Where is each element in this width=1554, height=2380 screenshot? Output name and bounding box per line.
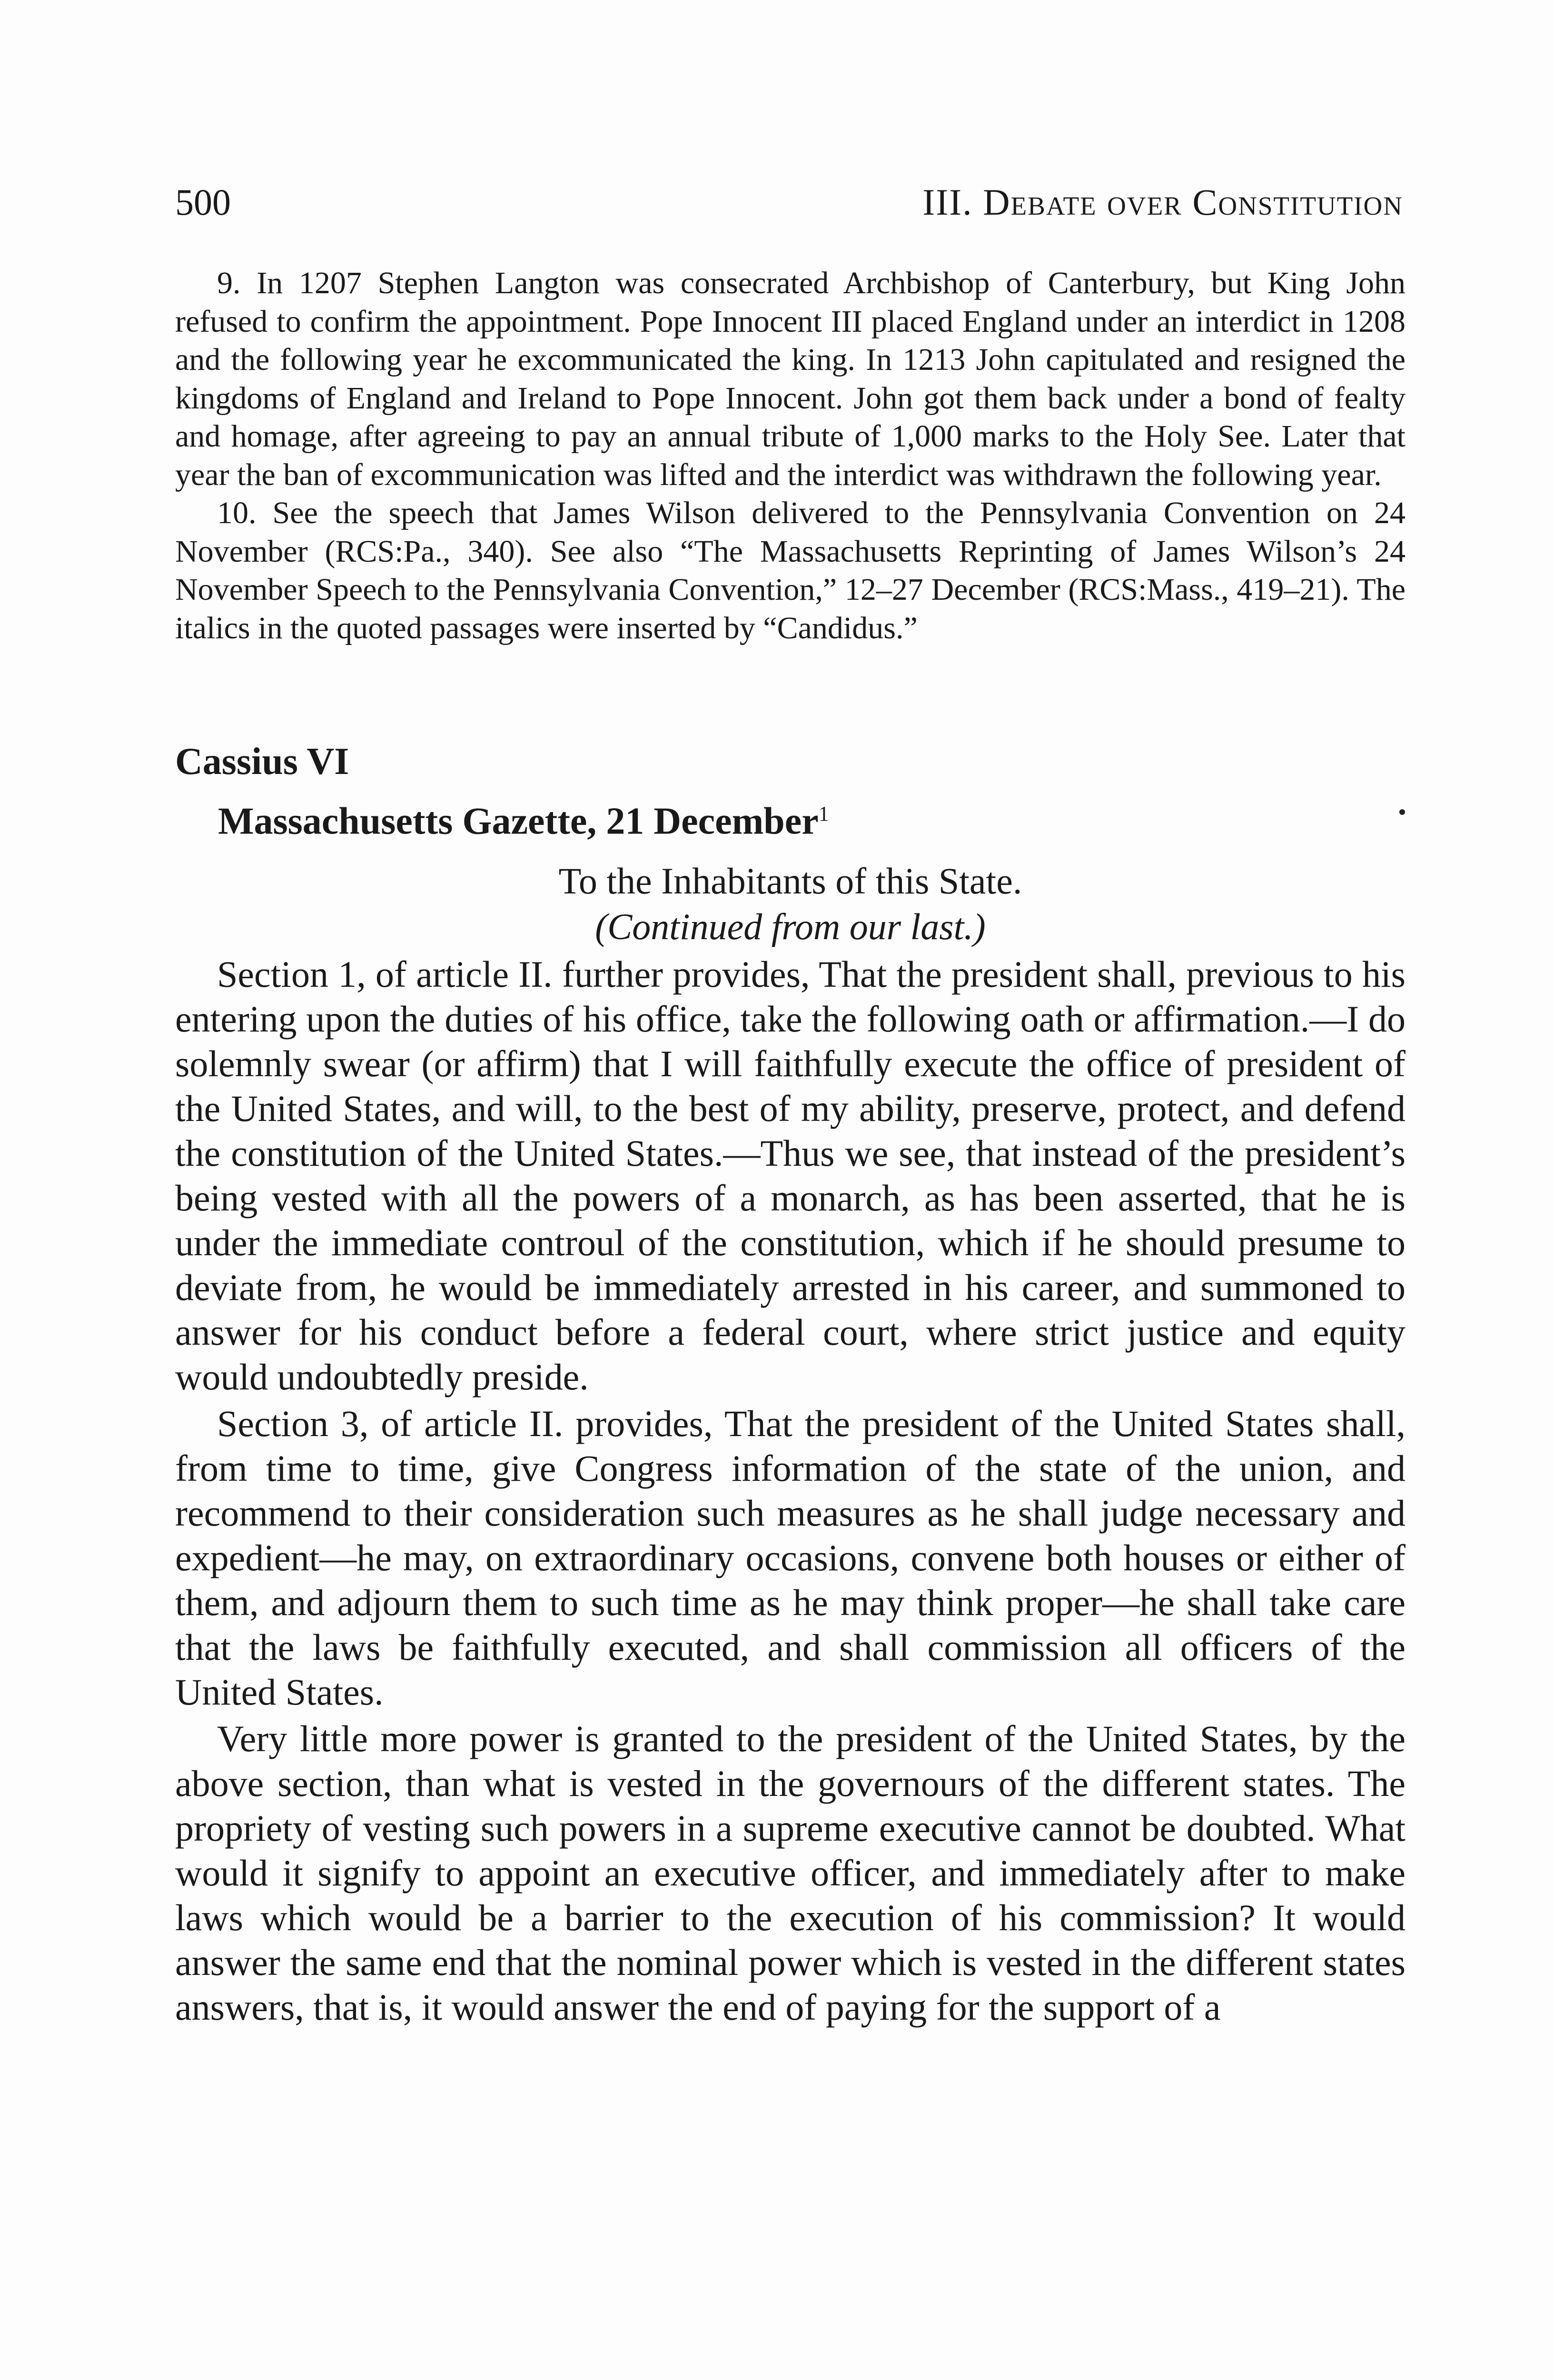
- page-number: 500: [175, 181, 231, 223]
- body-paragraph-3: Very little more power is granted to the president of the United States, by the above section, than what is vested in the governours of the different states. The propriety of vesting such powers in a supreme executive cannot be doubted. What would it signify to appoint an executive officer, and immediately after to make laws which would be a barrier to the execution of his commission? It would answer the same end that the nominal power which is vested in the different states answers, that is, it would answer the end of paying for the support of a: [175, 1718, 1406, 2028]
- continuation-note: (Continued from our last.): [595, 906, 986, 947]
- document-heading: [175, 735, 1406, 848]
- document-source-text: Massachusetts Gazette, 21 December: [218, 800, 819, 843]
- footnote-marker: 1: [818, 802, 829, 825]
- endnote-9: 9. In 1207 Stephen Langton was consecrated Archbishop of Canterbury, but King John refused to confirm the appointment. Pope Innocent III placed England under an interdict in 1208 and the following year he excommunicated the king. In 1213 John capitulated and resigned the kingdoms of England and Ireland to Pope Innocent. John got them back under a bond of fealty and homage, after agreeing to pay an annual tribute of 1,000 marks to the Holy See. Later that year the ban of excommunication was lifted and the interdict was withdrawn the following year.: [175, 266, 1406, 492]
- document-title: Cassius VI: [175, 741, 349, 783]
- endnote-10: 10. See the speech that James Wilson delivered to the Pennsylvania Convention on 24 November (RCS:Pa., 340). See also “The Massachusetts Reprinting of James Wilson’s 24 November Speech to the Pennsylvania Convention,” 12–27 December (RCS:Mass., 419–21). The italics in the quoted passages were inserted by “Candidus.”: [175, 496, 1406, 645]
- body-paragraph-2: Section 3, of article II. provides, That the president of the United States shall, from time to time, give Congress information of the state of the union, and recommend to their consideration such measures as he shall judge necessary and expedient—he may, on extraordinary occasions, convene both houses or either of them, and adjourn them to such time as he may think proper—he shall take care that the laws be faithfully executed, and shall commission all officers of the United States.: [175, 1403, 1406, 1713]
- document-source: [175, 788, 1406, 848]
- running-head: [175, 176, 1403, 228]
- endnotes: [175, 264, 1406, 647]
- address-block: [175, 858, 1406, 950]
- address-line: To the Inhabitants of this State.: [558, 860, 1022, 902]
- body-paragraph-1: Section 1, of article II. further provides, That the president shall, previous to his entering upon the duties of his office, take the following oath or affirmation.—I do solemnly swear (or affirm) that I will faithfully execute the office of president of the United States, and will, to the best of my ability, preserve, protect, and defend the constitution of the United States.—Thus we see, that instead of the president’s being vested with all the powers of a monarch, as has been asserted, that he is under the immediate controul of the constitution, which if he should presume to deviate from, he would be immediately arrested in his career, and summoned to answer for his conduct before a federal court, where strict justice and equity would undoubtedly preside.: [175, 953, 1406, 1398]
- printed-dot-mark: [1399, 809, 1405, 815]
- section-title: III. Debate over Constitution: [922, 181, 1403, 223]
- document-body: [175, 952, 1406, 2032]
